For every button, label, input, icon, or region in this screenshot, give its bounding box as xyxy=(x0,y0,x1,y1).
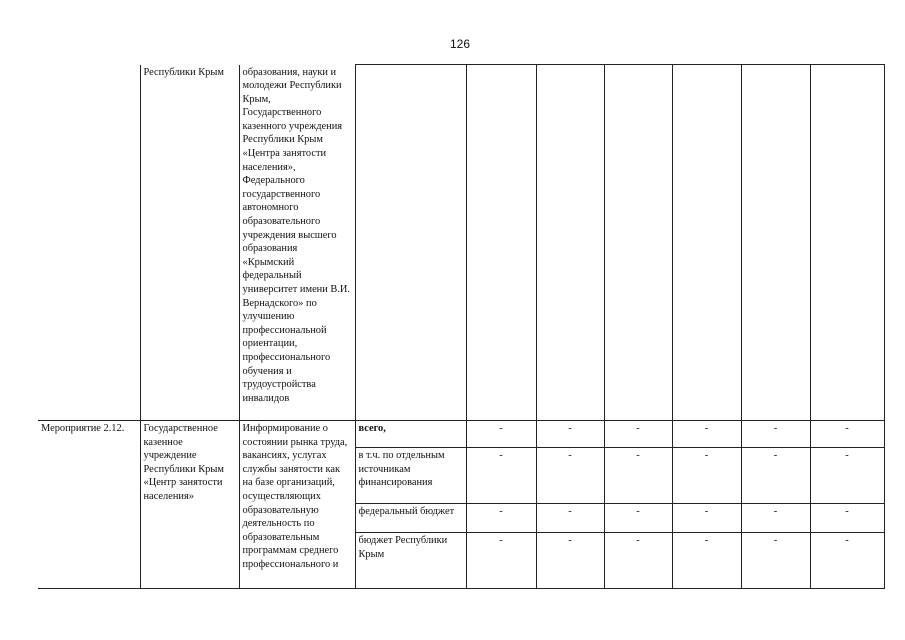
event-executor: Государственное казенное учреждение Республики Крым «Центр занятости населения» xyxy=(143,423,224,502)
funding-value: - xyxy=(672,421,741,448)
cell-empty xyxy=(741,65,810,421)
cell-empty xyxy=(672,65,741,421)
funding-value: - xyxy=(672,448,741,504)
funding-value: - xyxy=(604,448,672,504)
page-number: 126 xyxy=(449,37,471,51)
funding-value: - xyxy=(536,448,604,504)
executor-text: Республики Крым xyxy=(143,66,224,78)
cell-event-title xyxy=(38,421,140,589)
funding-value: - xyxy=(604,421,672,448)
funding-value: - xyxy=(672,504,741,533)
table-row-continuation xyxy=(38,65,884,421)
cell-empty xyxy=(355,65,466,421)
funding-label: всего, xyxy=(355,421,466,448)
funding-value: - xyxy=(741,533,810,589)
cell-empty xyxy=(536,65,604,421)
funding-value: - xyxy=(604,533,672,589)
cell-executor-continued xyxy=(140,65,239,421)
funding-value: - xyxy=(466,421,536,448)
cell-event-executor xyxy=(140,421,239,589)
cell-empty xyxy=(604,65,672,421)
funding-value: - xyxy=(741,421,810,448)
funding-value: - xyxy=(536,421,604,448)
funding-label: бюджет Республики Крым xyxy=(355,533,466,589)
cell-empty xyxy=(466,65,536,421)
funding-value: - xyxy=(466,533,536,589)
funding-value: - xyxy=(672,533,741,589)
cell-event-description xyxy=(239,421,355,589)
funding-value: - xyxy=(466,504,536,533)
funding-value: - xyxy=(741,448,810,504)
funding-value: - xyxy=(741,504,810,533)
funding-value: - xyxy=(810,421,884,448)
funding-label: федеральный бюджет xyxy=(355,504,466,533)
funding-value: - xyxy=(810,448,884,504)
cell-description-continued xyxy=(239,65,355,421)
table-row-funding-total xyxy=(38,421,884,448)
funding-value: - xyxy=(536,504,604,533)
funding-value: - xyxy=(810,533,884,589)
event-title: Мероприятие 2.12. xyxy=(41,423,125,434)
description-text: образования, науки и молодежи Республики Крым, Государственного казенного учреждения Республики Крым «Центра занятости населения», Федерального государственного автономного образовательного учреждения высшего образования «Крымский федеральный университет имени В.И. Вернадского» по улучшению профессиональной ориентации, профессионального обучения и трудоустройства инвалидов xyxy=(242,66,351,404)
funding-value: - xyxy=(536,533,604,589)
funding-value: - xyxy=(466,448,536,504)
funding-value: - xyxy=(604,504,672,533)
cell-event-continued xyxy=(38,65,140,421)
event-description: Информирование о состоянии рынка труда, вакансиях, услугах службы занятости как на базе организаций, осуществляющих образовательную деятельность по образовательным программам среднего профессионального и xyxy=(242,423,348,570)
funding-label: в т.ч. по отдельным источникам финансирования xyxy=(355,448,466,504)
cell-empty xyxy=(810,65,884,421)
program-table xyxy=(38,64,885,589)
funding-value: - xyxy=(810,504,884,533)
